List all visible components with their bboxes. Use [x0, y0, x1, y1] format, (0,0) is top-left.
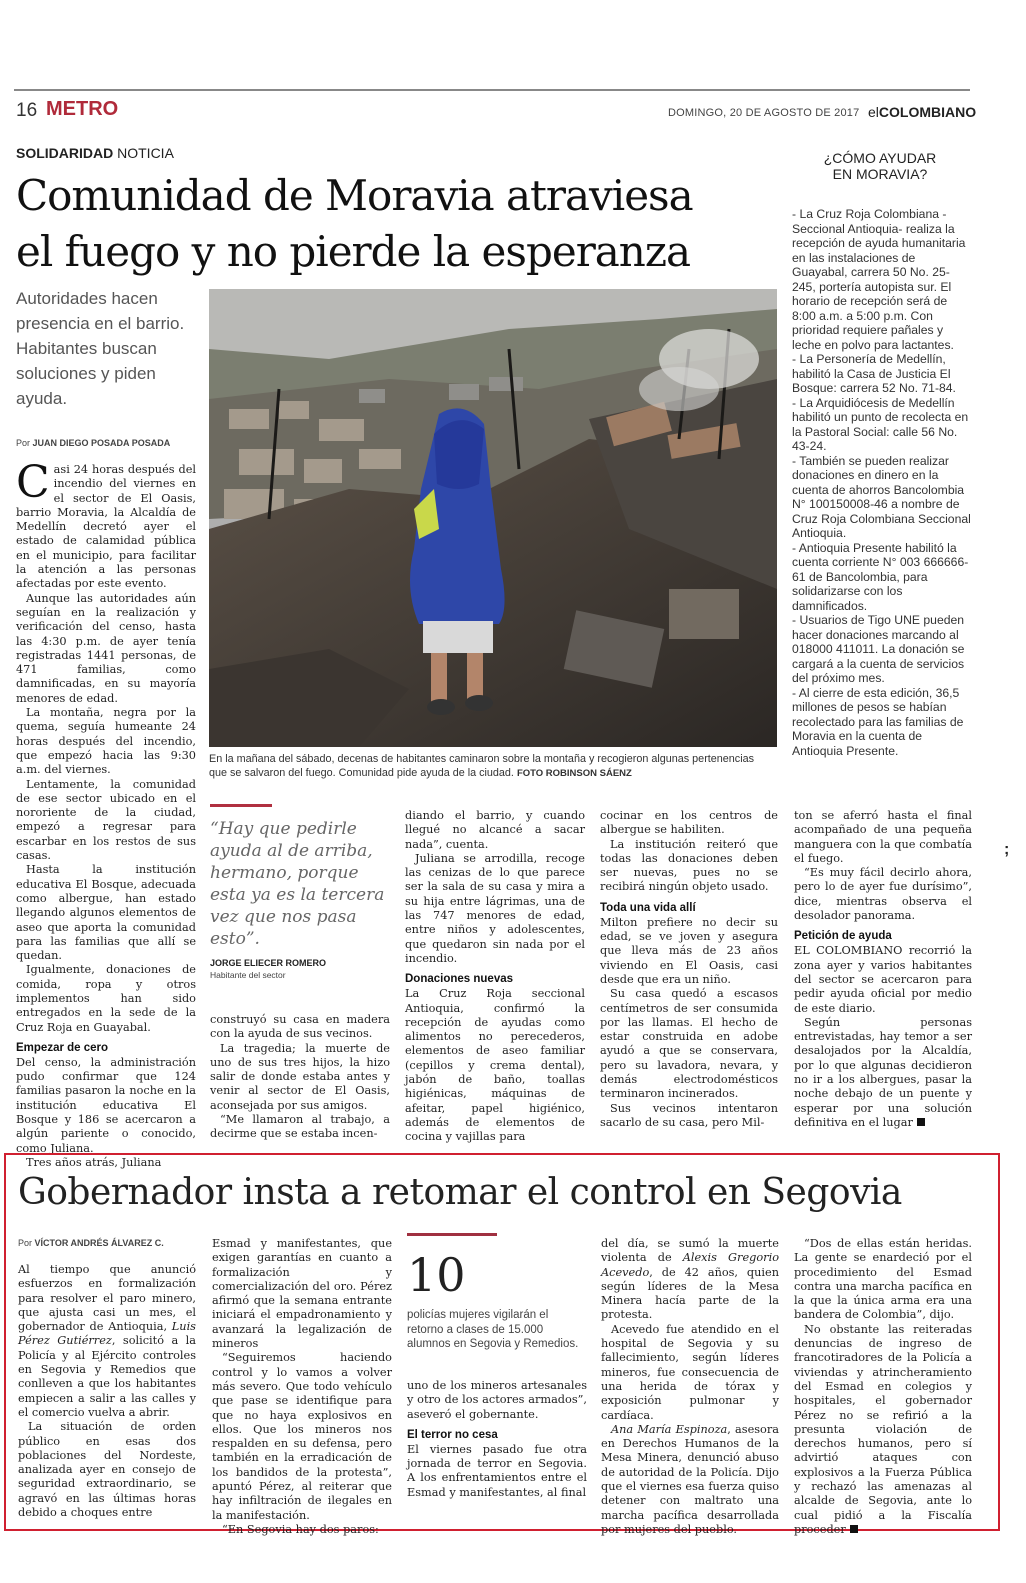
paragraph: Acevedo fue atendido en el hospital de Segovia y su fallecimiento, según líderes mineros, fue consecuencia de una herida de tórax y exposición pulmonar y cardíaca.: [601, 1322, 779, 1422]
article-column-3: [405, 809, 585, 1145]
paragraph: [16, 457, 196, 592]
sidebar-item: - La Arquidiócesis de Medellín habilitó un punto de recolecta en la Pastoral Social: calle 56 No. 43-24.: [792, 395, 969, 453]
article-lede: Autoridades hacen presencia en el barrio. Habitantes buscan soluciones y piden ayuda.: [16, 289, 185, 408]
person-name: Ana María Espinoza: [611, 1422, 728, 1436]
paragraph: Aunque las autoridades aún seguían en la realización y verificación del censo, hasta las 4:30 p.m. de ayer tenía registradas 1441 personas, de 471 familias, como damnificadas, en su mayoría menores de edad.: [16, 591, 196, 705]
person-name: Alexis Gregorio Acevedo: [601, 1251, 779, 1279]
paragraph: Juliana se arrodilla, recoge las cenizas de lo que parece ser la sala de su casa y mira a su hija entre lágrimas, una de las 747 menores de edad, entre niños y adolescentes, que quedaron sin nada por el incendio.: [405, 851, 585, 965]
article-byline: [16, 438, 170, 448]
page-number: 16: [16, 100, 38, 121]
byline-author: JUAN DIEGO POSADA POSADA: [32, 438, 171, 448]
pull-quote: “Hay que pedirle ayuda al de arriba, hermano, porque esta ya es la tercera vez que nos pasa esto”.: [210, 819, 385, 949]
sidebar-item: - La Personería de Medellín, habilitó la Casa de Justicia El Bosque: carrera 52 No. 71-84.: [792, 352, 956, 395]
article2-column-3: [407, 1379, 587, 1500]
article-kicker: [16, 145, 174, 161]
top-rule: [14, 89, 970, 91]
paragraph: Hasta la institución educativa El Bosque, adecuada como albergue, han estado llegando algunos elementos de aseo que aporta la comunidad para las familias que allí se quedan.: [16, 863, 196, 963]
article2-column-2: [212, 1237, 392, 1537]
subheading: El terror no cesa: [407, 1428, 498, 1441]
paragraph: La institución reiteró que todas las donaciones deben ser nuevas, pues no se recibirá ningún objeto usado.: [600, 837, 778, 894]
paragraph: [18, 1263, 196, 1420]
quote-rule: [210, 804, 272, 807]
article2-column-1: [18, 1263, 196, 1520]
end-mark-icon: [917, 1118, 925, 1126]
caption-text: En la mañana del sábado, decenas de habitantes caminaron sobre la montaña y recogieron algunas pertenencias que se salvaron del fuego. Comunidad pide ayuda de la ciudad.: [209, 753, 755, 779]
sidebar-title-line-2: EN MORAVIA?: [832, 166, 928, 182]
paragraph: Esmad y manifestantes, que exigen garantías en cuanto a formalización y comercialización del oro. Pérez afirmó que la semana entrante iniciará el empadronamiento y avanzará la legalización de mineros: [212, 1237, 392, 1351]
sidebar-item: - La Cruz Roja Colombiana - Seccional Antioquia- realiza la recepción de ayuda humanitaria en las instalaciones de Guayabal, carrera 50 No. 25-245, portería autopista sur. El horario de recepción será de 8:00 a.m. a 5:00 p.m. Con prioridad requiere pañales y leche en polvo para lactantes.: [792, 207, 966, 352]
paragraph: “Me llamaron al trabajo, a decirme que se estaba incen-: [210, 1113, 390, 1141]
paragraph: “Es muy fácil decirlo ahora, pero lo de ayer fue durísimo”, dice, mientras observa el desolador panorama.: [794, 866, 972, 923]
sidebar-title-line-1: ¿CÓMO AYUDAR: [823, 150, 937, 166]
article2-column-5: [794, 1237, 972, 1537]
photo-credit: FOTO ROBINSON SÁENZ: [516, 768, 632, 779]
byline-prefix: Por: [16, 438, 31, 448]
margin-mark-icon: ;: [1004, 841, 1010, 858]
sidebar-item: - También se pueden realizar donaciones en dinero en la cuenta de ahorros Bancolombia N° 100150008-46 a nombre de Cruz Roja Colombiana Seccional Antioquia.: [792, 453, 971, 540]
logo-prefix: el: [868, 104, 879, 120]
article-column-5: [794, 809, 972, 1130]
paragraph: diando el barrio, y cuando llegué no alcancé a sacar nada”, cuenta.: [405, 809, 585, 851]
article-column-2: [210, 1013, 390, 1142]
article2-headline: Gobernador insta a retomar el control en Segovia: [18, 1172, 902, 1213]
dateline: DOMINGO, 20 DE AGOSTO DE 2017: [668, 107, 860, 119]
paragraph: construyó su casa en madera con la ayuda de sus vecinos.: [210, 1013, 390, 1041]
paragraph: La tragedia; la muerte de uno de sus tres hijos, la hizo salir de donde estaba antes y venir al sector de El Oasis, aconsejada por sus amigos.: [210, 1041, 390, 1112]
paragraph: ton se aferró hasta el final acompañado de una pequeña manguera con la que combatía el fuego.: [794, 809, 972, 865]
news-photo: [209, 289, 777, 747]
quote-author: JORGE ELIECER ROMERO: [210, 958, 327, 968]
fire-aftermath-photo: [209, 289, 777, 747]
paragraph: “Seguiremos haciendo control y lo vamos a volver más severo. Que todo vehículo que pase se identifique para que no haya explosivos en ellos. Que los mineros nos respalden en su defensa, pero también en la erradicación de los bandidos de la protesta”, apuntó Pérez, al reiterar que hay infiltración de ilegales en la manifestación.: [212, 1351, 392, 1522]
paragraph: [794, 1323, 972, 1537]
logo-name: COLOMBIANO: [878, 104, 977, 120]
paragraph: [601, 1237, 779, 1323]
subheading: Donaciones nuevas: [405, 973, 514, 986]
paragraph-text: , de 42 años, quien según líderes de la Mesa Minera hacía parte de la protesta.: [601, 1265, 779, 1322]
paragraph: “En Segovia hay dos paros:: [222, 1522, 379, 1536]
paragraph: [794, 1016, 972, 1130]
paragraph-text: asi 24 horas después del incendio del viernes en el sector de El Oasis, barrio Moravia, la Alcaldía de Medellín decretó ayer el estado de calamidad pública en el municipio, para facilitar la atención a las personas afectadas por este evento.: [16, 463, 196, 591]
paragraph: Milton prefiere no decir su edad, se ve joven y asegura que lleva más de 23 años viviendo en El Oasis, casi desde que era un niño.: [600, 915, 778, 986]
paragraph-text: No obstante las reiteradas denuncias de ingreso de francotiradores de la Policía a viviendas y atrincheramiento del Esmad en colegios y hospitales, el gobernador Pérez no se refirió a la presunta violación de derechos humanos, pero sí advirtió ataques con explosivos a la Fuerza Pública y rechazó las amenazas al alcalde de Segovia, ante lo cual pidió a la Fiscalía proceder: [794, 1322, 972, 1536]
paragraph: La situación de orden público en esas dos poblaciones del Nordeste, analizada ayer en consejo de seguridad extraordinario, se agravó en las últimas horas debido a choques entre: [18, 1420, 196, 1520]
paragraph: Igualmente, donaciones de comida, ropa y otros implementos han sido entregados en la sede de la Cruz Roja en Guayabal.: [16, 963, 196, 1034]
paragraph: Su casa quedó a escasos centímetros de ser consumida por las llamas. El hecho de estar construida en adobe ayudó a que se conservara, pero su lavadora, nevara, y demás electrodomésticos terminaron incinerados.: [600, 987, 778, 1101]
paragraph: La montaña, negra por la quema, seguía humeante 24 horas después del incendio, que empezó hacia las 9:30 a.m. del viernes.: [16, 706, 196, 777]
paragraph-text: , solicitó a la Policía y al Ejército controles en Segovia y Remedios que conlleven a que los habitantes empiecen a salir a las calles y el comercio vuelva a abrir.: [18, 1334, 197, 1419]
paragraph: Del censo, la administración pudo confirmar que 124 familias pasaron la noche en la institución educativa El Bosque y 186 se acercaron a algún pariente o conocido, como Juliana.: [16, 1055, 196, 1155]
paragraph-text: , asesora en Derechos Humanos de la Mesa Minera, denunció abuso de autoridad de la Policía. Dijo que el viernes esa fuerza quiso detener con maltrato una marcha pacífica desarrollada por mujeres del pueblo.: [601, 1422, 779, 1536]
kicker-type: NOTICIA: [117, 145, 174, 161]
stat-rule: [407, 1233, 497, 1236]
article2-byline: [18, 1238, 164, 1248]
section-name: METRO: [46, 98, 119, 120]
headline-line-1: Comunidad de Moravia atraviesa: [16, 171, 693, 220]
article-column-4: [600, 809, 778, 1130]
paragraph: Sus vecinos intentaron sacarlo de su casa, pero Mil-: [600, 1101, 778, 1129]
sidebar-item: - Usuarios de Tigo UNE pueden hacer donaciones marcando al 018000 411011. La donación se cargará a la cuenta de servicios del próximo mes.: [792, 613, 965, 685]
subheading: Toda una vida allí: [600, 901, 696, 914]
article-headline: [16, 168, 786, 280]
paragraph: Lentamente, la comunidad de ese sector ubicado en el nororiente de la ciudad, empezó a regresar para escarbar en los restos de sus casas.: [16, 777, 196, 863]
paragraph: El viernes pasado fue otra jornada de terror en Segovia. A los enfrentamientos entre el Esmad y manifestantes, al final: [407, 1442, 587, 1499]
sidebar-body: [792, 207, 972, 758]
end-mark-icon: [850, 1525, 858, 1533]
paragraph: EL COLOMBIANO recorrió la zona ayer y varios habitantes del sector se acercaron para pedir ayuda oficial por medio de este diario.: [794, 944, 972, 1015]
sidebar-title: [790, 150, 970, 182]
paragraph: cocinar en los centros de albergue se habiliten.: [600, 809, 778, 837]
paragraph: Tres años atrás, Juliana: [26, 1155, 162, 1169]
paragraph: uno de los mineros artesanales y otro de los actores armados”, aseveró el gobernante.: [407, 1379, 587, 1421]
article2-column-4: [601, 1237, 779, 1537]
stat-number: 10: [407, 1248, 466, 1302]
paragraph: La Cruz Roja seccional Antioquia, confirmó la recepción de ayudas como alimentos no perecederos, elementos de aseo familiar (cepillos y crema dental), jabón de baño, toallas higiénicas, máquinas de afeitar, papel higiénico, además de elementos de cocina y vajillas para: [405, 987, 585, 1144]
paragraph-text: Al tiempo que anunció esfuerzos en formalización para resolver el paro minero, que ajusta casi un mes, el gobernador de Antioquia,: [18, 1263, 196, 1334]
person-name: Luis Pérez Gutiérrez: [18, 1320, 196, 1348]
quote-author-role: Habitante del sector: [210, 970, 286, 980]
paragraph-text: del día, se sumó la muerte violenta de: [601, 1237, 779, 1265]
byline-author: VÍCTOR ANDRÉS ÁLVAREZ C.: [34, 1238, 164, 1248]
newspaper-logo: [868, 104, 976, 120]
headline-line-2: el fuego y no pierde la esperanza: [16, 227, 691, 276]
article-column-1: [16, 457, 196, 1170]
stat-text: policías mujeres vigilarán el retorno a clases de 15.000 alumnos en Segovia y Remedios.: [407, 1309, 579, 1350]
paragraph-text: Según personas entrevistadas, hay temor a ser desalojados por la Alcaldía, por lo que algunas decidieron no ir a los albergues, pasar la noche debajo de un puente y esperar por una solución definitiva en el lugar: [794, 1015, 972, 1129]
sidebar-item: - Antioquia Presente habilitó la cuenta corriente N° 003 666666-61 de Bancolombia, para solidarizarse con los damnificados.: [792, 540, 969, 613]
subheading: Petición de ayuda: [794, 930, 892, 943]
subheading: Empezar de cero: [16, 1041, 109, 1054]
kicker-topic: SOLIDARIDAD: [16, 145, 114, 161]
byline-prefix: Por: [18, 1238, 33, 1248]
sidebar-item: - Al cierre de esta edición, 36,5 millones de pesos se habían recolectado para las familias de Moravia en la cuenta de Antioquia Presente.: [792, 685, 964, 758]
photo-caption: [209, 752, 775, 781]
drop-cap: C: [16, 457, 50, 508]
paragraph: [601, 1423, 779, 1537]
paragraph: “Dos de ellas están heridas. La gente se enardeció por el procedimiento del Esmad contra una marcha pacífica en la que la única arma era una bandera de Colombia”, dijo.: [794, 1237, 972, 1322]
